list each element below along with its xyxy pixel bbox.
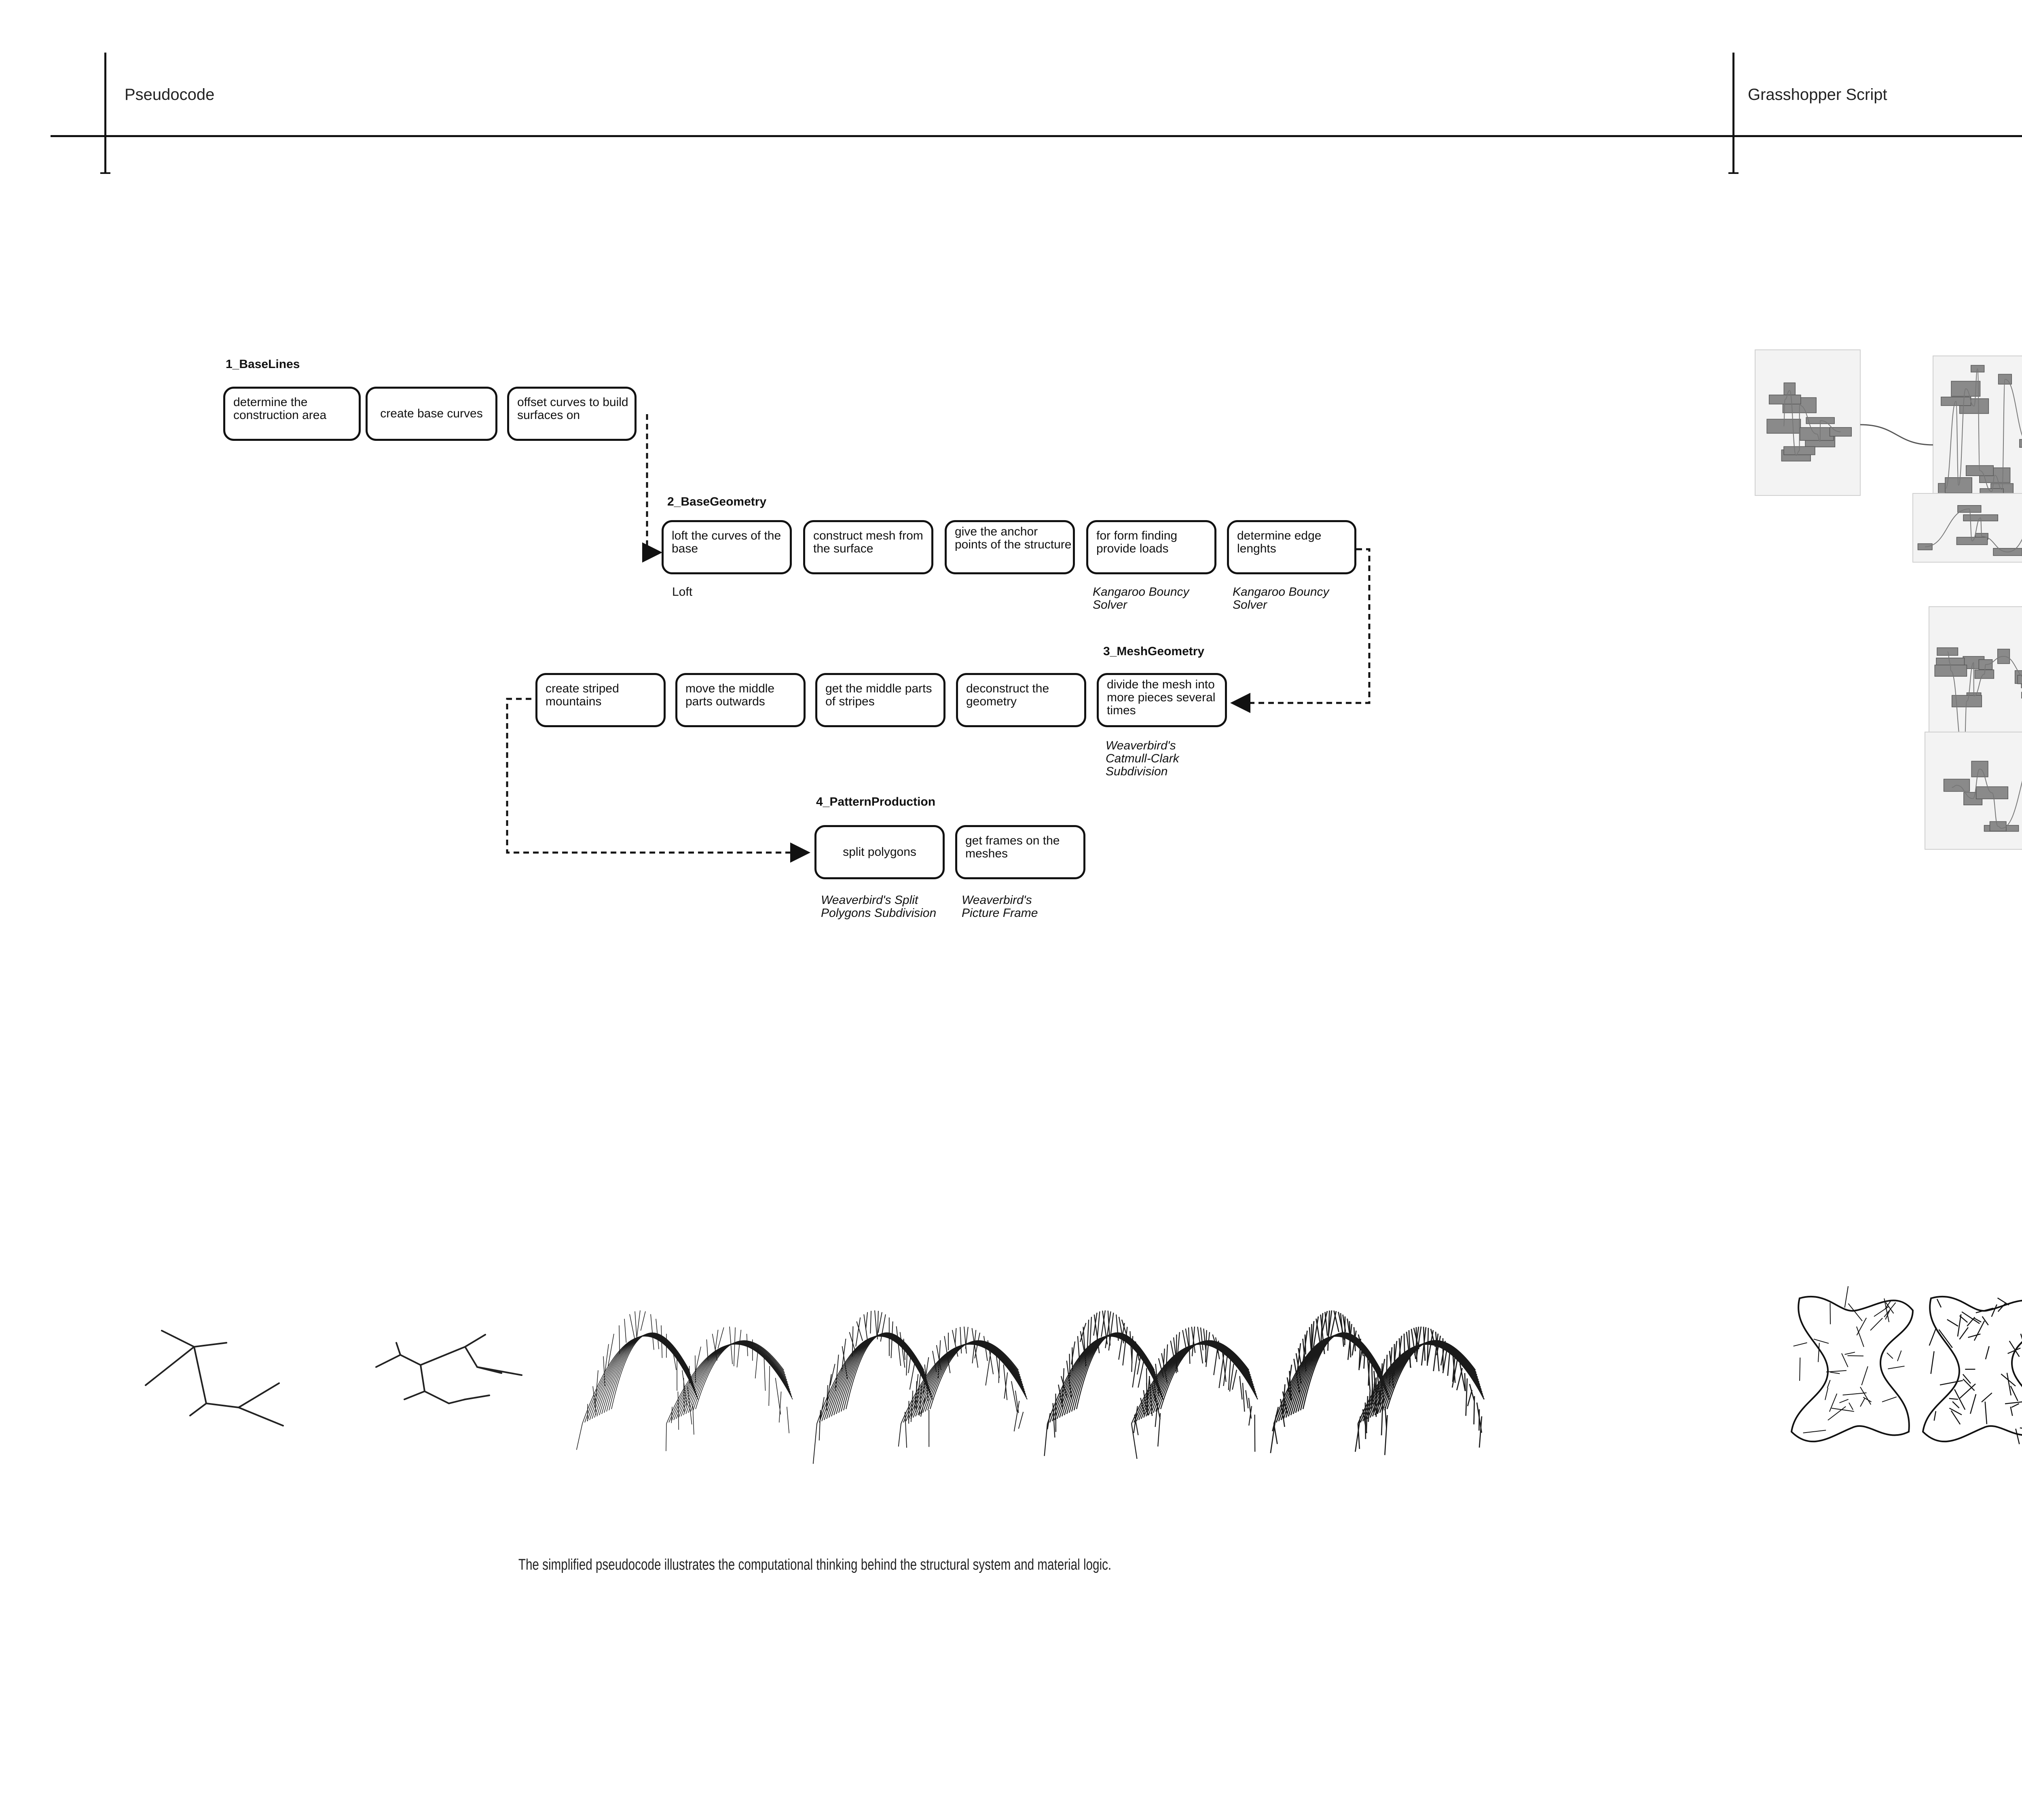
section-2-title: 2_BaseGeometry bbox=[667, 495, 767, 508]
box-create-base-curves: create base curves bbox=[366, 387, 497, 441]
left-header-title: Pseudocode bbox=[125, 86, 215, 104]
section-4-title: 4_PatternProduction bbox=[816, 795, 936, 808]
box-picture-frames: get frames on the meshes bbox=[955, 825, 1085, 879]
note-kangaroo-1: Kangaroo Bouncy Solver bbox=[1093, 585, 1189, 612]
box-split-polygons: split polygons bbox=[814, 825, 945, 879]
section-1-title: 1_BaseLines bbox=[226, 358, 300, 371]
mesh-iteration bbox=[1791, 1286, 1913, 1441]
right-header-title: Grasshopper Script bbox=[1748, 86, 1887, 104]
box-form-finding-loads: for form finding provide loads bbox=[1086, 520, 1216, 574]
box-divide-mesh: divide the mesh into more pieces several times bbox=[1097, 673, 1227, 727]
box-edge-lengths: determine edge lenghts bbox=[1227, 520, 1356, 574]
box-move-middle-parts: move the middle parts outwards bbox=[675, 673, 806, 727]
box-middle-parts-stripes: get the middle parts of stripes bbox=[815, 673, 945, 727]
section-3-title: 3_MeshGeometry bbox=[1103, 645, 1205, 658]
note-picture-frame: Weaverbird's Picture Frame bbox=[962, 893, 1038, 920]
box-loft-curves: loft the curves of the base bbox=[662, 520, 792, 574]
right-caption bbox=[2016, 1556, 2022, 1574]
box-deconstruct-geometry: deconstruct the geometry bbox=[956, 673, 1086, 727]
box-striped-mountains: create striped mountains bbox=[535, 673, 666, 727]
mesh-iteration bbox=[1923, 1297, 2022, 1444]
note-catmull-clark: Weaverbird's Catmull-Clark Subdivision bbox=[1106, 739, 1179, 778]
note-split-polygons: Weaverbird's Split Polygons Subdivision bbox=[821, 893, 937, 920]
box-anchor-points: give the anchor points of the structure bbox=[945, 520, 1075, 574]
note-kangaroo-2: Kangaroo Bouncy Solver bbox=[1233, 585, 1329, 612]
note-loft: Loft bbox=[672, 585, 693, 599]
left-caption: The simplified pseudocode illustrates the computational thinking behind the structural system and material logic. bbox=[518, 1556, 1112, 1573]
box-construct-mesh: construct mesh from the surface bbox=[803, 520, 933, 574]
box-determine-construction-area: determine the construction area bbox=[223, 387, 361, 441]
box-offset-curves: offset curves to build surfaces on bbox=[507, 387, 637, 441]
